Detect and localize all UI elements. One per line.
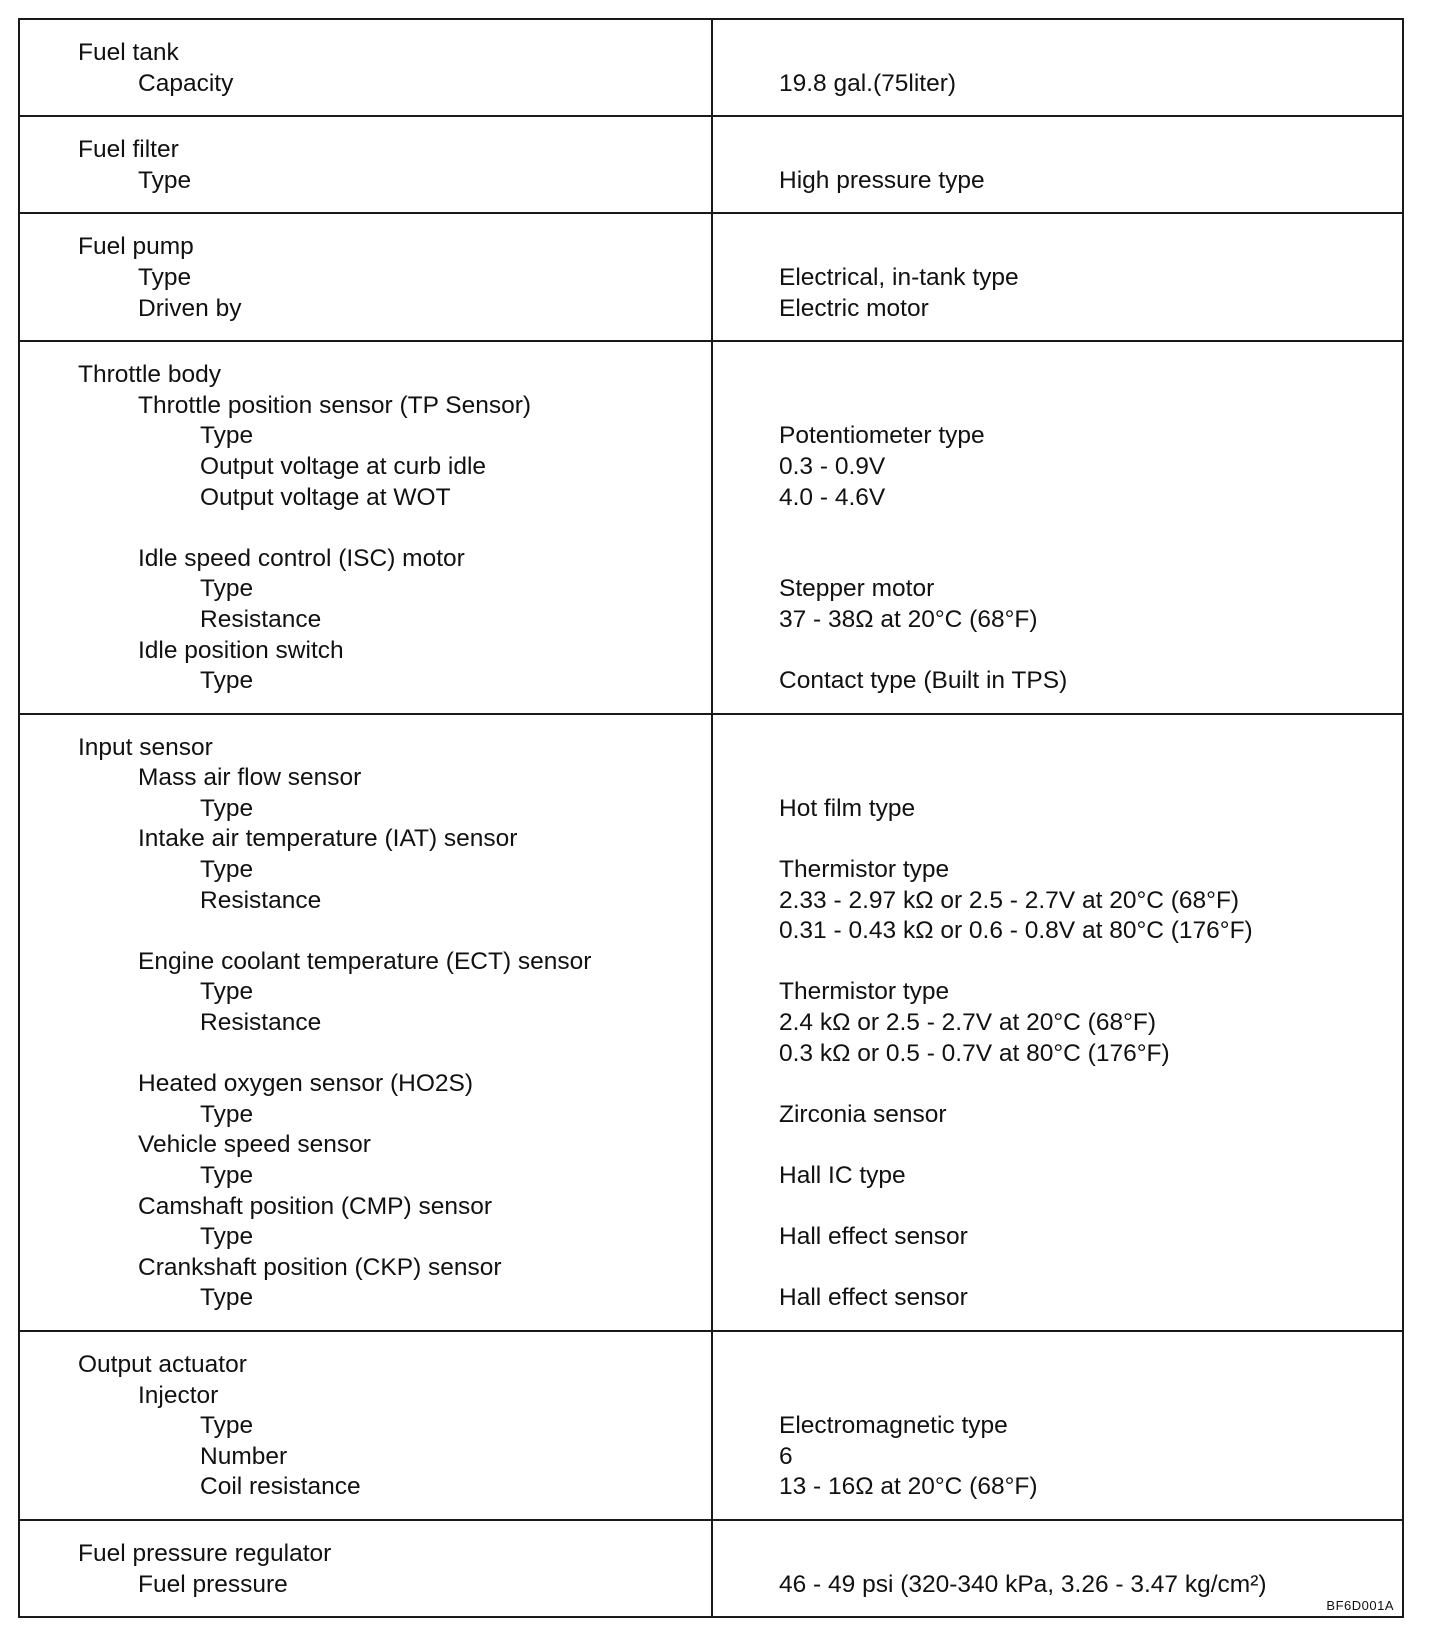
spec-value: Thermistor type — [779, 856, 950, 884]
spec-item-label: Fuel pressure — [138, 1570, 288, 1598]
spec-section — [20, 214, 1402, 342]
spec-value: 0.31 - 0.43 kΩ or 0.6 - 0.8V at 80°C (176°F) — [779, 917, 1253, 945]
spec-value-column — [713, 117, 1402, 212]
spec-value — [713, 1381, 1402, 1412]
spec-section — [20, 342, 1402, 715]
spec-value — [713, 513, 1402, 544]
spec-group-heading: Throttle body — [78, 361, 221, 389]
spec-group-heading: Fuel pressure regulator — [78, 1539, 332, 1567]
spec-value — [713, 1253, 1402, 1284]
spec-item-label: Idle position switch — [138, 636, 344, 664]
spec-item-label: Heated oxygen sensor (HO2S) — [138, 1070, 473, 1098]
spec-item-label: Type — [138, 263, 192, 291]
spec-value — [713, 1539, 1402, 1570]
spec-item-label: Type — [200, 575, 254, 603]
spec-value-column — [713, 20, 1402, 115]
spec-item-label: Resistance — [200, 886, 322, 914]
figure-code: BF6D001A — [1326, 1598, 1394, 1613]
spec-table — [18, 18, 1404, 1618]
spec-item-label: Type — [200, 422, 254, 450]
spec-item-label: Injector — [138, 1381, 219, 1409]
spec-value — [713, 824, 1402, 855]
spec-item-label: Type — [200, 1284, 254, 1312]
spec-value: 0.3 - 0.9V — [779, 452, 886, 480]
spec-item-label: Intake air temperature (IAT) sensor — [138, 825, 518, 853]
spec-group-heading — [20, 916, 711, 947]
spec-item-column — [20, 20, 713, 115]
spec-value — [713, 733, 1402, 764]
spec-value: 46 - 49 psi (320-340 kPa, 3.26 - 3.47 kg/cm²) — [779, 1570, 1267, 1598]
spec-value: Electromagnetic type — [779, 1412, 1008, 1440]
spec-item-label: Mass air flow sensor — [138, 764, 362, 792]
spec-value — [713, 947, 1402, 978]
spec-value — [713, 135, 1402, 166]
spec-value: Contact type (Built in TPS) — [779, 667, 1068, 695]
spec-value: 13 - 16Ω at 20°C (68°F) — [779, 1473, 1038, 1501]
spec-group-heading: Input sensor — [78, 733, 213, 761]
spec-item-label: Resistance — [200, 605, 322, 633]
spec-value: High pressure type — [779, 166, 985, 194]
spec-value: 2.33 - 2.97 kΩ or 2.5 - 2.7V at 20°C (68°F) — [779, 886, 1240, 914]
spec-item-label: Type — [200, 856, 254, 884]
spec-item-column — [20, 342, 713, 713]
spec-value: Thermistor type — [779, 978, 950, 1006]
spec-value — [713, 1130, 1402, 1161]
spec-group-heading: Fuel pump — [78, 233, 194, 261]
spec-item-label: Output voltage at WOT — [200, 483, 451, 511]
spec-value — [713, 544, 1402, 575]
spec-value-column — [713, 214, 1402, 340]
spec-value — [713, 391, 1402, 422]
spec-value-column — [713, 342, 1402, 713]
spec-value — [713, 232, 1402, 263]
spec-section — [20, 1332, 1402, 1521]
spec-item-label: Vehicle speed sensor — [138, 1131, 371, 1159]
spec-item-label: Type — [138, 166, 192, 194]
spec-value — [713, 636, 1402, 667]
spec-item-label: Output voltage at curb idle — [200, 452, 487, 480]
spec-value: Electrical, in-tank type — [779, 263, 1019, 291]
spec-section — [20, 715, 1402, 1332]
spec-item-label: Idle speed control (ISC) motor — [138, 544, 465, 572]
spec-item-label: Type — [200, 1100, 254, 1128]
spec-value — [713, 360, 1402, 391]
spec-item-label: Driven by — [138, 294, 242, 322]
spec-group-heading — [20, 1039, 711, 1070]
spec-value-column — [713, 1332, 1402, 1519]
spec-group-heading: Fuel filter — [78, 136, 179, 164]
spec-item-label: Coil resistance — [200, 1473, 361, 1501]
spec-item-label: Throttle position sensor (TP Sensor) — [138, 391, 532, 419]
spec-item-column — [20, 1332, 713, 1519]
spec-item-label: Type — [200, 667, 254, 695]
spec-item-column — [20, 214, 713, 340]
spec-value — [713, 38, 1402, 69]
spec-item-label: Resistance — [200, 1009, 322, 1037]
spec-item-label: Capacity — [138, 69, 234, 97]
spec-group-heading: Fuel tank — [78, 39, 179, 66]
spec-value: 6 — [779, 1442, 793, 1470]
spec-value: Potentiometer type — [779, 422, 985, 450]
spec-item-column — [20, 715, 713, 1330]
spec-item-label: Type — [200, 1412, 254, 1440]
spec-section — [20, 20, 1402, 117]
spec-group-heading: Output actuator — [78, 1350, 247, 1378]
spec-value: Stepper motor — [779, 575, 935, 603]
spec-item-label: Camshaft position (CMP) sensor — [138, 1192, 493, 1220]
spec-item-label: Type — [200, 978, 254, 1006]
spec-value: 4.0 - 4.6V — [779, 483, 886, 511]
spec-value — [713, 1350, 1402, 1381]
spec-value: Hall IC type — [779, 1162, 906, 1189]
spec-group-heading — [20, 513, 711, 544]
spec-value-column — [713, 1521, 1402, 1616]
spec-item-label: Number — [200, 1442, 288, 1470]
spec-section — [20, 117, 1402, 214]
spec-value: Hall effect sensor — [779, 1223, 968, 1251]
spec-item-label: Type — [200, 1162, 254, 1189]
spec-value — [713, 1069, 1402, 1100]
spec-value: Hall effect sensor — [779, 1284, 968, 1312]
spec-value: Zirconia sensor — [779, 1100, 947, 1128]
spec-value — [713, 1192, 1402, 1223]
spec-item-label: Engine coolant temperature (ECT) sensor — [138, 947, 592, 975]
spec-value-column — [713, 715, 1402, 1330]
spec-value: 37 - 38Ω at 20°C (68°F) — [779, 605, 1038, 633]
spec-item-label: Type — [200, 1223, 254, 1251]
spec-item-label: Crankshaft position (CKP) sensor — [138, 1253, 502, 1281]
spec-section — [20, 1521, 1402, 1616]
spec-item-label: Type — [200, 794, 254, 822]
spec-item-column — [20, 1521, 713, 1616]
spec-value: 2.4 kΩ or 2.5 - 2.7V at 20°C (68°F) — [779, 1009, 1156, 1037]
spec-item-column — [20, 117, 713, 212]
spec-value — [713, 763, 1402, 794]
spec-value: 19.8 gal.(75liter) — [779, 69, 957, 97]
spec-value: Electric motor — [779, 294, 929, 322]
spec-value: 0.3 kΩ or 0.5 - 0.7V at 80°C (176°F) — [779, 1039, 1170, 1067]
spec-value: Hot film type — [779, 794, 916, 822]
